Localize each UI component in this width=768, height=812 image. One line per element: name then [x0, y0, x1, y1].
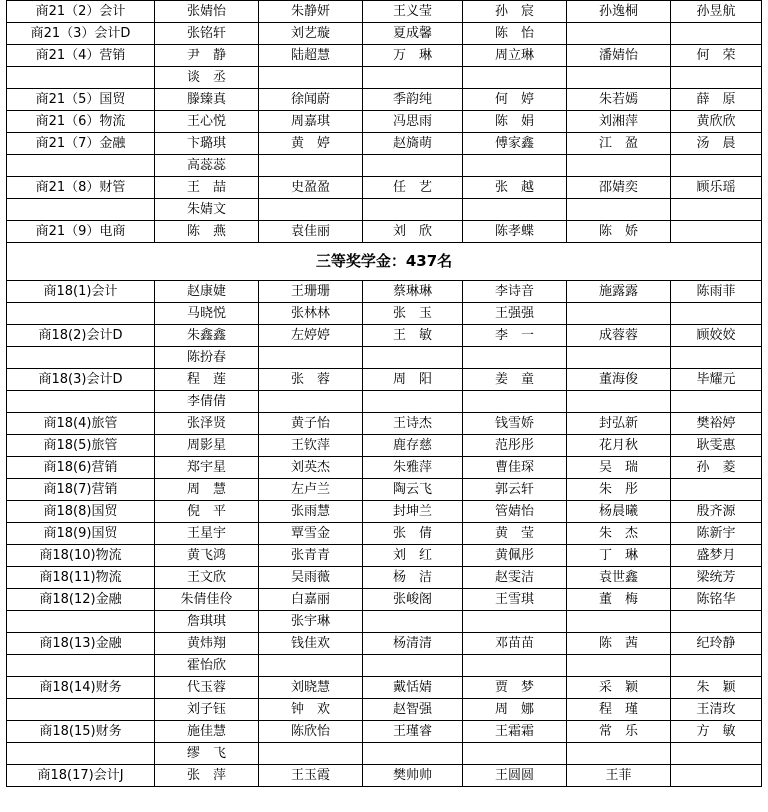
class-cell: 商18(5)旅管	[7, 435, 155, 457]
class-cell: 商21（8）财管	[7, 177, 155, 199]
student-name-cell	[671, 655, 762, 677]
student-name-cell	[567, 23, 671, 45]
table-row	[7, 1, 762, 23]
student-name-cell: 张 越	[463, 177, 567, 199]
table-row	[7, 413, 762, 435]
table-row	[7, 369, 762, 391]
student-name-cell: 缪 飞	[155, 743, 259, 765]
student-name-cell: 王霜霜	[463, 721, 567, 743]
student-name-cell: 张铭轩	[155, 23, 259, 45]
table-row	[7, 435, 762, 457]
student-name-cell: 黄飞鸿	[155, 545, 259, 567]
student-name-cell	[259, 655, 363, 677]
student-name-cell: 钱雪娇	[463, 413, 567, 435]
student-name-cell	[671, 199, 762, 221]
student-name-cell	[463, 391, 567, 413]
table-row	[7, 611, 762, 633]
student-name-cell: 鹿存慈	[363, 435, 463, 457]
class-cell: 商18(17)会计J	[7, 765, 155, 787]
student-name-cell	[363, 391, 463, 413]
table-row	[7, 155, 762, 177]
student-name-cell: 蔡琳琳	[363, 281, 463, 303]
class-cell: 商18(11)物流	[7, 567, 155, 589]
student-name-cell	[671, 155, 762, 177]
student-name-cell: 王钦萍	[259, 435, 363, 457]
student-name-cell: 王心悦	[155, 111, 259, 133]
section-title: 三等奖学金：437名	[7, 243, 762, 281]
student-name-cell: 滕臻真	[155, 89, 259, 111]
table-row	[7, 721, 762, 743]
student-name-cell: 何 婷	[463, 89, 567, 111]
student-name-cell: 陶云飞	[363, 479, 463, 501]
student-name-cell: 樊裕婷	[671, 413, 762, 435]
class-cell	[7, 391, 155, 413]
student-name-cell: 范彤彤	[463, 435, 567, 457]
student-name-cell: 张 蓉	[259, 369, 363, 391]
student-name-cell	[259, 199, 363, 221]
student-name-cell: 夏成馨	[363, 23, 463, 45]
table-row	[7, 479, 762, 501]
student-name-cell: 史盈盈	[259, 177, 363, 199]
student-name-cell: 曹佳琛	[463, 457, 567, 479]
class-cell	[7, 67, 155, 89]
student-name-cell: 白嘉丽	[259, 589, 363, 611]
table-row	[7, 177, 762, 199]
student-name-cell: 殷齐源	[671, 501, 762, 523]
class-cell: 商21（2）会计	[7, 1, 155, 23]
student-name-cell: 常 乐	[567, 721, 671, 743]
student-name-cell: 周嘉琪	[259, 111, 363, 133]
student-name-cell: 朱鑫鑫	[155, 325, 259, 347]
student-name-cell: 黄 婷	[259, 133, 363, 155]
student-name-cell	[363, 199, 463, 221]
student-name-cell	[259, 743, 363, 765]
student-name-cell: 张 倩	[363, 523, 463, 545]
table-row	[7, 589, 762, 611]
student-name-cell: 董 梅	[567, 589, 671, 611]
student-name-cell: 邵婧奕	[567, 177, 671, 199]
student-name-cell: 刘艺璇	[259, 23, 363, 45]
student-name-cell: 王文欣	[155, 567, 259, 589]
class-cell: 商18(14)财务	[7, 677, 155, 699]
class-cell: 商18(1)会计	[7, 281, 155, 303]
class-cell: 商21（6）物流	[7, 111, 155, 133]
student-name-cell	[567, 655, 671, 677]
student-name-cell: 张雨慧	[259, 501, 363, 523]
student-name-cell	[463, 347, 567, 369]
student-name-cell: 李 一	[463, 325, 567, 347]
student-name-cell	[671, 347, 762, 369]
table-row	[7, 281, 762, 303]
student-name-cell	[671, 303, 762, 325]
student-name-cell: 王圆圆	[463, 765, 567, 787]
table-row	[7, 655, 762, 677]
student-name-cell: 潘婧怡	[567, 45, 671, 67]
student-name-cell: 钟 欢	[259, 699, 363, 721]
class-cell: 商18(8)国贸	[7, 501, 155, 523]
table-row	[7, 23, 762, 45]
student-name-cell: 陈扮春	[155, 347, 259, 369]
student-name-cell: 赵旖萌	[363, 133, 463, 155]
student-name-cell: 江 盈	[567, 133, 671, 155]
scholarship-list-table	[6, 0, 762, 787]
student-name-cell	[567, 155, 671, 177]
student-name-cell: 张青青	[259, 545, 363, 567]
student-name-cell: 薛 原	[671, 89, 762, 111]
student-name-cell	[671, 743, 762, 765]
student-name-cell: 王诗杰	[363, 413, 463, 435]
table-row	[7, 347, 762, 369]
student-name-cell: 杨 洁	[363, 567, 463, 589]
class-cell: 商18(13)金融	[7, 633, 155, 655]
student-name-cell	[671, 67, 762, 89]
student-name-cell: 朱婧文	[155, 199, 259, 221]
student-name-cell: 张峻阁	[363, 589, 463, 611]
student-name-cell	[671, 391, 762, 413]
student-name-cell: 谈 丞	[155, 67, 259, 89]
class-cell: 商21（9）电商	[7, 221, 155, 243]
student-name-cell: 方 敏	[671, 721, 762, 743]
class-cell: 商18(2)会计D	[7, 325, 155, 347]
student-name-cell	[671, 221, 762, 243]
student-name-cell: 孙逸桐	[567, 1, 671, 23]
student-name-cell: 花月秋	[567, 435, 671, 457]
student-name-cell: 李倩倩	[155, 391, 259, 413]
table-row	[7, 743, 762, 765]
student-name-cell: 施露露	[567, 281, 671, 303]
student-name-cell	[363, 67, 463, 89]
student-name-cell: 孙 菱	[671, 457, 762, 479]
student-name-cell: 张婧怡	[155, 1, 259, 23]
student-name-cell	[567, 303, 671, 325]
table-row	[7, 457, 762, 479]
table-row	[7, 523, 762, 545]
student-name-cell: 董海俊	[567, 369, 671, 391]
student-name-cell: 季韵纯	[363, 89, 463, 111]
student-name-cell: 万 琳	[363, 45, 463, 67]
table-row	[7, 677, 762, 699]
student-name-cell: 陈铭华	[671, 589, 762, 611]
student-name-cell: 王清玫	[671, 699, 762, 721]
student-name-cell: 傅家鑫	[463, 133, 567, 155]
student-name-cell: 陈 娇	[567, 221, 671, 243]
student-name-cell: 黄欣欣	[671, 111, 762, 133]
student-name-cell	[363, 611, 463, 633]
student-name-cell	[259, 391, 363, 413]
student-name-cell: 梁统芳	[671, 567, 762, 589]
student-name-cell: 代玉蓉	[155, 677, 259, 699]
student-name-cell: 钱佳欢	[259, 633, 363, 655]
student-name-cell: 赵智强	[363, 699, 463, 721]
table-row	[7, 111, 762, 133]
student-name-cell: 耿雯惠	[671, 435, 762, 457]
student-name-cell: 任 艺	[363, 177, 463, 199]
student-name-cell: 朱若嫣	[567, 89, 671, 111]
class-cell	[7, 347, 155, 369]
student-name-cell: 刘晓慧	[259, 677, 363, 699]
student-name-cell: 樊帅帅	[363, 765, 463, 787]
student-name-cell: 顾乐瑶	[671, 177, 762, 199]
student-name-cell	[463, 199, 567, 221]
student-name-cell: 尹 静	[155, 45, 259, 67]
table-row	[7, 303, 762, 325]
class-cell: 商18(9)国贸	[7, 523, 155, 545]
table-row	[7, 133, 762, 155]
student-name-cell: 张宇琳	[259, 611, 363, 633]
student-name-cell	[567, 611, 671, 633]
student-name-cell: 周 娜	[463, 699, 567, 721]
student-name-cell: 陈 茜	[567, 633, 671, 655]
table-row	[7, 633, 762, 655]
student-name-cell: 孙昱航	[671, 1, 762, 23]
table-row	[7, 545, 762, 567]
student-name-cell: 左卢兰	[259, 479, 363, 501]
student-name-cell: 朱 颖	[671, 677, 762, 699]
class-cell: 商21（7）金融	[7, 133, 155, 155]
class-cell	[7, 655, 155, 677]
student-name-cell: 王雪琪	[463, 589, 567, 611]
student-name-cell: 王强强	[463, 303, 567, 325]
student-name-cell: 赵康婕	[155, 281, 259, 303]
student-name-cell: 黄子怡	[259, 413, 363, 435]
student-name-cell	[363, 347, 463, 369]
student-name-cell	[259, 67, 363, 89]
student-name-cell: 袁佳丽	[259, 221, 363, 243]
student-name-cell: 朱静妍	[259, 1, 363, 23]
student-name-cell: 王 喆	[155, 177, 259, 199]
student-name-cell: 王义莹	[363, 1, 463, 23]
student-name-cell	[567, 199, 671, 221]
student-name-cell	[463, 611, 567, 633]
class-cell: 商21（5）国贸	[7, 89, 155, 111]
student-name-cell: 张泽贤	[155, 413, 259, 435]
student-name-cell: 陈新宇	[671, 523, 762, 545]
student-name-cell	[363, 743, 463, 765]
class-cell	[7, 743, 155, 765]
student-name-cell	[567, 347, 671, 369]
student-name-cell	[463, 655, 567, 677]
student-name-cell: 顾姣姣	[671, 325, 762, 347]
student-name-cell: 封弘新	[567, 413, 671, 435]
student-name-cell: 徐闻蔚	[259, 89, 363, 111]
table-row	[7, 45, 762, 67]
student-name-cell: 陈欣怡	[259, 721, 363, 743]
table-row	[7, 89, 762, 111]
class-cell	[7, 303, 155, 325]
student-name-cell: 王星宇	[155, 523, 259, 545]
student-name-cell: 盛梦月	[671, 545, 762, 567]
student-name-cell: 刘 红	[363, 545, 463, 567]
class-cell	[7, 699, 155, 721]
class-cell	[7, 155, 155, 177]
student-name-cell: 陈 怡	[463, 23, 567, 45]
student-name-cell: 朱 杰	[567, 523, 671, 545]
student-name-cell: 贾 梦	[463, 677, 567, 699]
student-name-cell: 丁 琳	[567, 545, 671, 567]
student-name-cell: 覃雪金	[259, 523, 363, 545]
student-name-cell: 刘英杰	[259, 457, 363, 479]
table-body	[7, 1, 762, 787]
student-name-cell: 杨清清	[363, 633, 463, 655]
student-name-cell: 戴恬婧	[363, 677, 463, 699]
student-name-cell: 王玉霞	[259, 765, 363, 787]
class-cell: 商18(15)财务	[7, 721, 155, 743]
table-row	[7, 199, 762, 221]
student-name-cell	[363, 155, 463, 177]
class-cell: 商18(7)营销	[7, 479, 155, 501]
student-name-cell: 张 萍	[155, 765, 259, 787]
student-name-cell: 王珊珊	[259, 281, 363, 303]
student-name-cell: 周 慧	[155, 479, 259, 501]
table-row	[7, 501, 762, 523]
student-name-cell: 李诗音	[463, 281, 567, 303]
student-name-cell: 周立琳	[463, 45, 567, 67]
student-name-cell: 詹琪琪	[155, 611, 259, 633]
student-name-cell: 刘 欣	[363, 221, 463, 243]
student-name-cell: 姜 童	[463, 369, 567, 391]
class-cell: 商18(12)金融	[7, 589, 155, 611]
student-name-cell: 朱雅萍	[363, 457, 463, 479]
table-row	[7, 699, 762, 721]
student-name-cell: 左婷婷	[259, 325, 363, 347]
class-cell	[7, 611, 155, 633]
class-cell: 商21（4）营销	[7, 45, 155, 67]
student-name-cell: 刘子钰	[155, 699, 259, 721]
student-name-cell: 毕耀元	[671, 369, 762, 391]
student-name-cell: 封坤兰	[363, 501, 463, 523]
class-cell: 商18(3)会计D	[7, 369, 155, 391]
student-name-cell: 陆超慧	[259, 45, 363, 67]
student-name-cell: 吴雨薇	[259, 567, 363, 589]
class-cell: 商18(10)物流	[7, 545, 155, 567]
student-name-cell	[463, 67, 567, 89]
student-name-cell: 马晓悦	[155, 303, 259, 325]
student-name-cell: 采 颖	[567, 677, 671, 699]
student-name-cell: 管婧怡	[463, 501, 567, 523]
student-name-cell: 袁世鑫	[567, 567, 671, 589]
student-name-cell: 王 敏	[363, 325, 463, 347]
student-name-cell	[671, 765, 762, 787]
student-name-cell: 郑宇星	[155, 457, 259, 479]
student-name-cell: 纪玲静	[671, 633, 762, 655]
student-name-cell: 黄佩彤	[463, 545, 567, 567]
student-name-cell: 霍怡欣	[155, 655, 259, 677]
student-name-cell: 张林林	[259, 303, 363, 325]
table-row	[7, 567, 762, 589]
student-name-cell: 周影星	[155, 435, 259, 457]
student-name-cell: 朱倩佳伶	[155, 589, 259, 611]
student-name-cell: 周 阳	[363, 369, 463, 391]
student-name-cell: 汤 晨	[671, 133, 762, 155]
student-name-cell: 何 荣	[671, 45, 762, 67]
student-name-cell: 王菲	[567, 765, 671, 787]
class-cell: 商18(4)旅管	[7, 413, 155, 435]
student-name-cell	[363, 655, 463, 677]
student-name-cell: 吴 瑞	[567, 457, 671, 479]
student-name-cell: 孙 宸	[463, 1, 567, 23]
student-name-cell: 赵雯洁	[463, 567, 567, 589]
student-name-cell: 陈 燕	[155, 221, 259, 243]
table-row	[7, 765, 762, 787]
student-name-cell	[567, 391, 671, 413]
student-name-cell: 朱 彤	[567, 479, 671, 501]
table-row	[7, 391, 762, 413]
class-cell: 商21（3）会计D	[7, 23, 155, 45]
student-name-cell: 黄炜翔	[155, 633, 259, 655]
table-row	[7, 67, 762, 89]
section-title-row	[7, 243, 762, 281]
student-name-cell	[671, 611, 762, 633]
class-cell	[7, 199, 155, 221]
student-name-cell: 陈 娟	[463, 111, 567, 133]
student-name-cell	[463, 155, 567, 177]
student-name-cell: 成蓉蓉	[567, 325, 671, 347]
student-name-cell: 程 莲	[155, 369, 259, 391]
student-name-cell: 杨晨曦	[567, 501, 671, 523]
student-name-cell	[567, 67, 671, 89]
student-name-cell	[567, 743, 671, 765]
student-name-cell: 陈孝蝶	[463, 221, 567, 243]
student-name-cell	[671, 23, 762, 45]
student-name-cell	[671, 479, 762, 501]
student-name-cell: 郭云轩	[463, 479, 567, 501]
student-name-cell: 王瑾睿	[363, 721, 463, 743]
student-name-cell: 倪 平	[155, 501, 259, 523]
student-name-cell	[463, 743, 567, 765]
student-name-cell: 高蕊蕊	[155, 155, 259, 177]
student-name-cell: 张 玉	[363, 303, 463, 325]
student-name-cell: 邓苗苗	[463, 633, 567, 655]
class-cell: 商18(6)营销	[7, 457, 155, 479]
table-row	[7, 325, 762, 347]
table-row	[7, 221, 762, 243]
student-name-cell: 卞璐琪	[155, 133, 259, 155]
student-name-cell: 黄 莹	[463, 523, 567, 545]
student-name-cell: 冯思雨	[363, 111, 463, 133]
student-name-cell: 陈雨菲	[671, 281, 762, 303]
student-name-cell	[259, 155, 363, 177]
student-name-cell	[259, 347, 363, 369]
student-name-cell: 施佳慧	[155, 721, 259, 743]
student-name-cell: 刘湘萍	[567, 111, 671, 133]
student-name-cell: 程 瑾	[567, 699, 671, 721]
